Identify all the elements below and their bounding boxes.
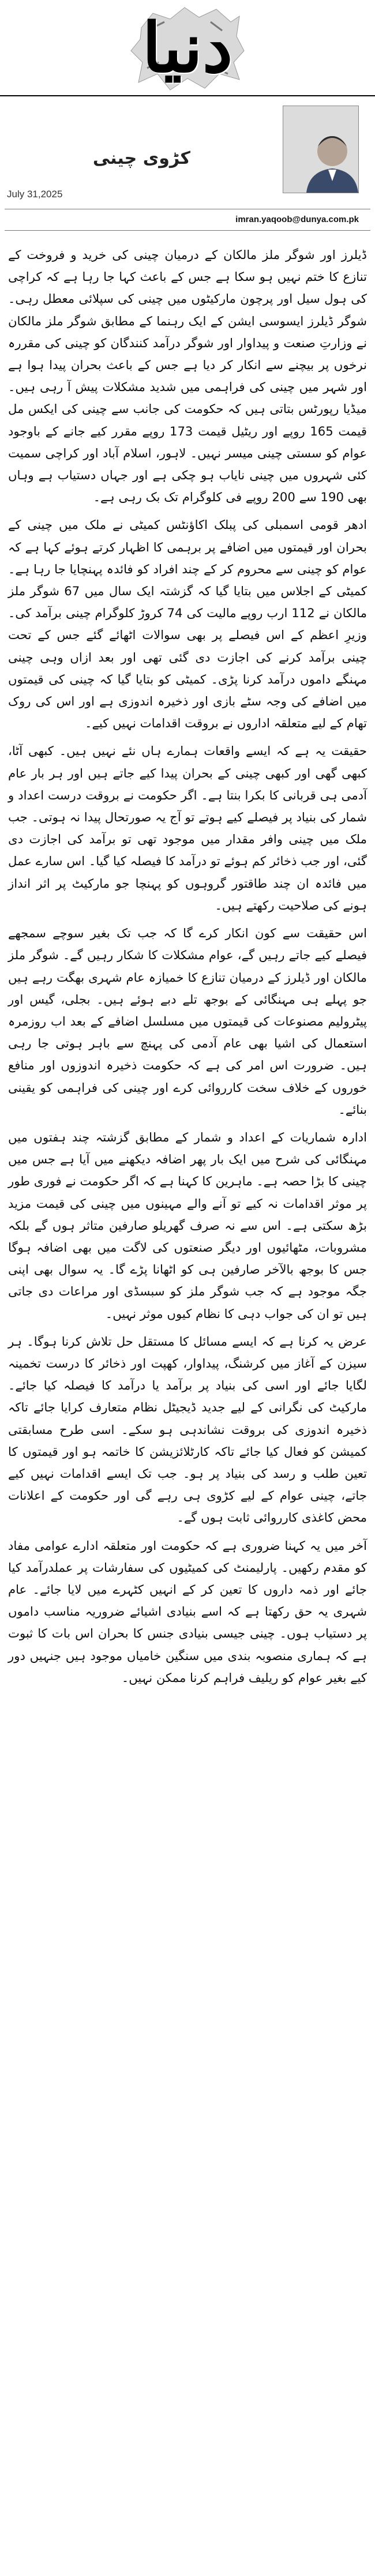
author-photo (283, 106, 359, 193)
article-paragraph: ڈیلرز اور شوگر ملز مالکان کے درمیان چینی کی خرید و فروخت کے تنازع کا ختم نہیں ہو سکا ہے جس کے باعث کہا جا رہا ہے کہ کراچی کی ہول سیل اور پرچون مارکیٹوں میں چینی کی سپلائی معطل رہی۔ شوگر ڈیلرز ایسوسی ایشن کے ایک رہنما کے مطابق شوگر ملز مالکان نے وزارتِ صنعت و پیداوار اور شوگر درآمد کنندگان کو چینی کی مقررہ نرخوں پر بیچنے سے انکار کر دیا ہے جس کے باعث بحران پیدا ہوا ہے اور شہر میں چینی کی فراہمی میں شدید مشکلات پیش آ رہی ہیں۔ میڈیا رپورٹس بتاتی ہیں کہ حکومت کی جانب سے چینی کی ایکس مل قیمت 165 روپے اور ریٹیل قیمت 173 روپے مقرر کیے جانے کے باوجود عوام کو سستی چینی میسر نہیں۔ لاہور، اسلام آباد اور کراچی سمیت کئی شہروں میں چینی نایاب ہو چکی ہے اور جہاں دستیاب ہے وہاں بھی 190 سے 200 روپے فی کلوگرام تک بک رہی ہے۔ (8, 247, 367, 505)
newspaper-logo: دنیا (142, 7, 233, 88)
masthead (0, 0, 375, 95)
divider (5, 230, 370, 231)
author-portrait (283, 106, 358, 193)
author-email: imran.yaqoob@dunya.com.pk (235, 215, 359, 224)
article-paragraph: حقیقت یہ ہے کہ ایسے واقعات ہمارے ہاں نئے نہیں ہیں۔ کبھی آٹا، کبھی گھی اور کبھی چینی کے بحران پیدا کیے جاتے ہیں اور ہر بار عام آدمی ہی قربانی کا بکرا بنتا ہے۔ اگر حکومت نے بروقت درست اعداد و شمار کی بنیاد پر فیصلے کیے ہوتے تو آج یہ صورتحال پیدا نہ ہوتی۔ جب ملک میں چینی وافر مقدار میں موجود تھی تو برآمد کی اجازت دی گئی، اور جب ذخائر کم ہوئے تو درآمد کا فیصلہ کیا گیا۔ اس سارے عمل میں فائدہ ان چند طاقتور گروہوں کو پہنچا جو مارکیٹ پر اثر انداز ہونے کی صلاحیت رکھتے ہیں۔ (8, 743, 367, 913)
article-paragraph: عرض یہ کرنا ہے کہ ایسے مسائل کا مستقل حل تلاش کرنا ہوگا۔ ہر سیزن کے آغاز میں کرشنگ، پیداوار، کھپت اور ذخائر کا درست تخمینہ لگایا جائے اور اسی کی بنیاد پر برآمد یا درآمد کا فیصلہ کیا جائے۔ مارکیٹ کی نگرانی کے لیے جدید ڈیجیٹل نظام متعارف کرایا جائے تاکہ ذخیرہ اندوزی کی بروقت نشاندہی ہو سکے۔ اسی طرح مسابقتی کمیشن کو فعال کیا جائے تاکہ کارٹلائزیشن کا خاتمہ ہو اور قیمتوں کا تعین طلب و رسد کی بنیاد پر ہو۔ جب تک ایسے اقدامات نہیں کیے جاتے، چینی عوام کے لیے کڑوی ہی رہے گی اور حکومت کے اعلانات محض کاغذی کارروائی ثابت ہوں گے۔ (8, 1334, 367, 1525)
article-paragraph: ادھر قومی اسمبلی کی پبلک اکاؤنٹس کمیٹی نے ملک میں چینی کے بحران اور قیمتوں میں اضافے پر برہمی کا اظہار کرتے ہوئے کہا ہے کہ عوام کو چینی سے محروم کر کے چند افراد کو فائدہ پہنچایا جا رہا ہے۔ کمیٹی کے اجلاس میں بتایا گیا کہ گزشتہ ایک سال میں 67 شوگر ملز مالکان نے 112 ارب روپے مالیت کی 74 کروڑ کلوگرام چینی برآمد کی۔ وزیرِ اعظم کے اس فیصلے پر بھی سوالات اٹھائے گئے جس کے تحت چینی برآمد کرنے کی اجازت دی گئی تھی اور بعد ازاں وہی چینی مہنگے داموں درآمد کرنا پڑی۔ کمیٹی کو بتایا گیا کہ چینی کی قیمتوں میں اضافے کی وجہ سٹے بازی اور ذخیرہ اندوزی ہے اور اس کی روک تھام کے لیے متعلقہ اداروں نے بروقت اقدامات نہیں کیے۔ (8, 517, 367, 731)
article-paragraph: اس حقیقت سے کون انکار کرے گا کہ جب تک بغیر سوچے سمجھے فیصلے کیے جاتے رہیں گے، عوام مشکلات کا شکار رہیں گے۔ شوگر ملز مالکان اور ڈیلرز کے درمیان تنازع کا خمیازہ عام شہری بھگت رہے ہیں جو پہلے ہی مہنگائی کے بوجھ تلے دبے ہوئے ہیں۔ بجلی، گیس اور پیٹرولیم مصنوعات کی قیمتوں میں مسلسل اضافے کے بعد اب روزمرہ استعمال کی اشیا بھی عام آدمی کی پہنچ سے باہر ہوتی جا رہی ہیں۔ ضرورت اس امر کی ہے کہ حکومت ذخیرہ اندوزوں اور منافع خوروں کے خلاف سخت کارروائی کرے اور چینی کی فراہمی کو یقینی بنائے۔ (8, 926, 367, 1117)
column-header (0, 95, 375, 241)
column-title: کڑوی چینی (92, 148, 190, 168)
publish-date: July 31,2025 (7, 189, 63, 200)
article-paragraph: ادارہ شماریات کے اعداد و شمار کے مطابق گزشتہ چند ہفتوں میں مہنگائی کی شرح میں ایک بار پھر اضافہ دیکھنے میں آیا ہے جس میں چینی کا بڑا حصہ ہے۔ ماہرین کا کہنا ہے کہ اگر حکومت نے فوری طور پر موثر اقدامات نہ کیے تو آنے والے مہینوں میں چینی کی قیمت مزید بڑھ سکتی ہے۔ اس سے نہ صرف گھریلو صارفین متاثر ہوں گے بلکہ مشروبات، مٹھائیوں اور دیگر صنعتوں کی لاگت میں بھی اضافہ ہوگا جس کا بوجھ بالآخر صارفین ہی کو اٹھانا پڑے گا۔ یہ سوال بھی اپنی جگہ موجود ہے کہ جب شوگر ملز کو سبسڈی اور مراعات دی جاتی ہیں تو ان کی جواب دہی کا نظام کیوں موثر نہیں۔ (8, 1129, 367, 1321)
article-body (0, 241, 375, 1689)
article-paragraph: آخر میں یہ کہنا ضروری ہے کہ حکومت اور متعلقہ ادارے عوامی مفاد کو مقدم رکھیں۔ پارلیمنٹ کی کمیٹیوں کی سفارشات پر عملدرآمد کیا جائے اور ذمہ داروں کا تعین کر کے انہیں کٹہرے میں لایا جائے۔ عام شہری یہ حق رکھتا ہے کہ اسے بنیادی اشیائے ضروریہ مناسب داموں پر دستیاب ہوں۔ چینی جیسی بنیادی جنس کا بحران اس بات کا ثبوت ہے کہ ہماری منصوبہ بندی میں سنگین خامیاں موجود ہیں جنہیں دور کیے بغیر عوام کو ریلیف فراہم کرنا ممکن نہیں۔ (8, 1538, 367, 1685)
